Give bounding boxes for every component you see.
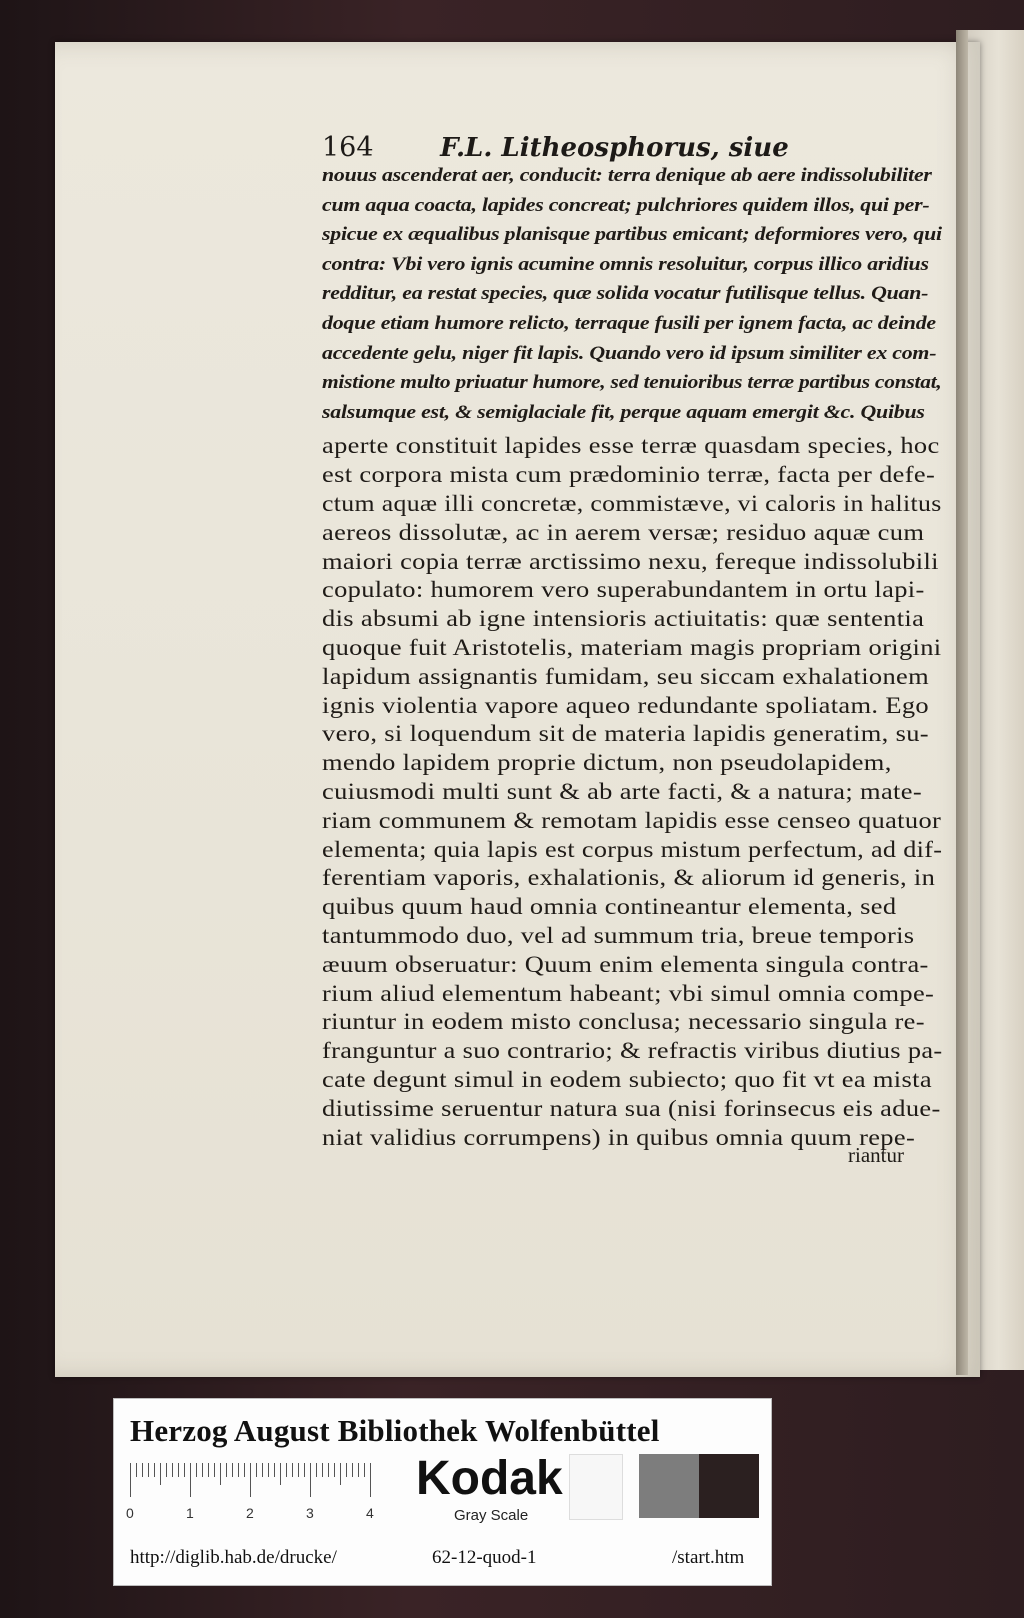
start-text: /start.htm [672,1547,745,1568]
italic-line: cum aqua coacta, lapides concreat; pulchriores quidem illos, qui per- [322,194,930,216]
ruler-tick [208,1463,209,1477]
gray-scale-label: Gray Scale [454,1507,529,1524]
ruler-tick [178,1463,179,1477]
ruler-tick [310,1463,311,1497]
ruler-tick [352,1463,353,1477]
italic-line: mistione multo priuatur humore, sed tenuioribus terræ partibus constat, [322,372,942,394]
ruler-tick [214,1463,215,1477]
italic-line: doque etiam humore relicto, terraque fusili per ignem facta, ac deinde [322,313,936,334]
italic-line: contra: Vbi vero ignis acumine omnis resoluitur, corpus illico aridius [322,253,929,275]
ruler-tick [232,1463,233,1477]
roman-line: franguntur a suo contrario; & refractis viribus diutius pa- [322,1038,943,1064]
ruler-tick [358,1463,359,1477]
url-text: http://diglib.hab.de/drucke/ [130,1547,337,1568]
ruler-tick [148,1463,149,1477]
running-head [322,132,789,163]
ruler-tick [346,1463,347,1477]
ruler-tick [238,1463,239,1477]
roman-line: aperte constituit lapides esse terræ quasdam species, hoc [322,433,940,459]
italic-line: accedente gelu, niger fit lapis. Quando vero id ipsum similiter ex com- [322,342,937,364]
roman-line: lapidum assignantis fumidam, seu siccam exhalationem [322,663,930,689]
ruler-tick [262,1463,263,1477]
ruler-tick [286,1463,287,1477]
ruler-tick [130,1463,131,1497]
ruler-tick [256,1463,257,1477]
roman-line: copulato: humorem vero superabundantem in ortu lapi- [322,577,925,603]
ruler-tick [160,1463,161,1485]
ruler-tick [190,1463,191,1497]
color-target-card [113,1398,772,1586]
library-name: Herzog August Bibliothek Wolfenbüttel [130,1413,660,1448]
ruler-tick [184,1463,185,1477]
ruler-tick [298,1463,299,1477]
call-number: 62-12-quod-1 [432,1547,537,1568]
ruler-tick [370,1463,371,1497]
ruler-tick [136,1463,137,1477]
roman-line: riuntur in eodem misto conclusa; necessario singula re- [322,1009,925,1035]
ruler-tick [244,1463,245,1477]
ruler-tick [250,1463,251,1497]
roman-line: maiori copia terræ arctissimo nexu, fereque indissolubili [322,548,939,574]
roman-line: dis absumi ab igne intensioris actiuitatis: quæ sententia [322,606,925,632]
roman-line: diutissime seruentur natura sua (nisi forinsecus eis adue- [322,1095,941,1121]
catchword: riantur [848,1143,904,1167]
roman-line: ignis violentia vapore aqueo redundante spoliatam. Ego [322,692,929,718]
roman-line: niat validius corrumpens) in quibus omnia quum repe- [322,1124,916,1150]
ruler-tick [334,1463,335,1477]
roman-line: ferentiam vaporis, exhalationis, & aliorum id generis, in [322,865,936,891]
ruler-tick [364,1463,365,1477]
ruler-tick [142,1463,143,1477]
ruler-tick [166,1463,167,1477]
kodak-logo: Kodak [416,1452,563,1505]
roman-line: cate degunt simul in eodem subiecto; quo fit vt ea mista [322,1067,932,1092]
roman-line: elementa; quia lapis est corpus mistum perfectum, ad dif- [322,836,943,862]
ruler-tick [274,1463,275,1477]
ruler-tick [226,1463,227,1477]
ruler-label: 4 [366,1505,374,1521]
roman-line: est corpora mista cum prædominio terræ, facta per defe- [322,462,936,488]
ruler-label: 0 [126,1505,134,1521]
ruler-tick [154,1463,155,1477]
ruler-tick [196,1463,197,1477]
roman-line: vero, si loquendum sit de materia lapidis generatim, su- [322,721,929,747]
ruler-label: 1 [186,1505,194,1521]
swatch-gray [639,1454,699,1518]
ruler-tick [322,1463,323,1477]
roman-line: rium aliud elementum habeant; vbi simul omnia compe- [322,980,935,1006]
page-number: 164 [322,132,374,163]
swatch-dark [699,1454,759,1518]
italic-line: redditur, ea restat species, quæ solida vocatur futilisque tellus. Quan- [322,283,929,305]
ruler-tick [172,1463,173,1477]
roman-line: riam communem & remotam lapidis esse censeo quatuor [322,807,942,833]
roman-line: æuum obseruatur: Quum enim elementa singula contra- [322,951,929,977]
roman-line: quoque fuit Aristotelis, materiam magis propriam origini [322,635,942,660]
ruler-tick [316,1463,317,1477]
page-spine [956,30,968,1375]
roman-line: cuiusmodi multi sunt & ab arte facti, & a natura; mate- [322,779,922,804]
ruler-tick [280,1463,281,1485]
italic-line: spicue ex æqualibus planisque partibus emicant; deformiores vero, qui [322,224,942,246]
ruler-tick [304,1463,305,1477]
roman-line: mendo lapidem proprie dictum, non pseudolapidem, [322,750,892,776]
ruler-label: 3 [306,1505,314,1521]
ruler-tick [328,1463,329,1477]
ruler [126,1463,380,1525]
roman-line: tantummodo duo, vel ad summum tria, breue temporis [322,923,915,948]
roman-line: ctum aquæ illi concretæ, commistæve, vi caloris in halitus [322,491,942,516]
ruler-tick [292,1463,293,1477]
roman-line: aereos dissolutæ, ac in aerem versæ; residuo aquæ cum [322,519,925,545]
roman-line: quibus quum haud omnia contineantur elementa, sed [322,894,897,920]
swatch-white [569,1454,623,1520]
ruler-tick [340,1463,341,1485]
italic-line: nouus ascenderat aer, conducit: terra denique ab aere indissolubiliter [322,165,932,186]
ruler-tick [268,1463,269,1477]
ruler-label: 2 [246,1505,254,1521]
ruler-tick [202,1463,203,1477]
running-title: F.L. Litheosphorus, siue [440,133,789,163]
ruler-tick [220,1463,221,1485]
italic-line: salsumque est, & semiglaciale fit, perque aquam emergit &c. Quibus [322,401,925,423]
